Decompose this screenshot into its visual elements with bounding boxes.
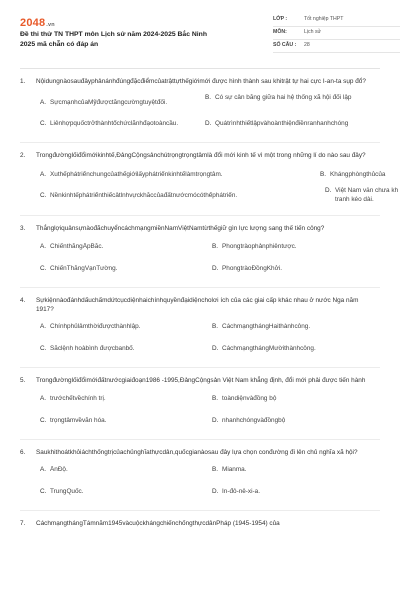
option-text: TrungQuốc. — [50, 488, 84, 496]
meta-class-label: LỚP : — [273, 16, 288, 23]
question-7 — [20, 520, 400, 529]
option-text: Việt Nam vẫn chưa kh tranh kéo dài. — [335, 187, 399, 203]
option-letter: B. — [212, 242, 219, 250]
question-text: Saukhithoátkhỏiáchthốngtrịcủachủnghĩathựcdân,quốcgianàosau đây lựa chọn conđường đi lên chủ nghĩa xã hội? — [36, 448, 358, 456]
question-divider — [20, 287, 380, 288]
option-a[interactable] — [40, 243, 205, 252]
question-text: ThắnglợiquânsựnàođãchuyểncáchmạngmiềnNamViệtNamtừthếgiữ gìn lực lượng sang thế tiến công? — [36, 225, 325, 233]
question-2 — [20, 152, 400, 217]
option-text: Sắclệnh hoàbình đượcbanbố. — [50, 345, 135, 353]
option-b[interactable] — [212, 323, 377, 332]
question-divider — [20, 215, 380, 216]
option-letter: A. — [40, 242, 47, 250]
option-text: In-đô-nê-xi-a. — [222, 488, 261, 496]
question-text: Trongđườnglốiđổimớikinhtế,ĐảngCộngsảnchútrọngtrọngtâmlà đổi mới kinh tế vì một trong những lí do nào sau đây? — [36, 151, 366, 159]
option-letter: B. — [205, 93, 212, 101]
option-c[interactable] — [40, 488, 205, 497]
option-b[interactable] — [212, 466, 377, 475]
question-divider — [20, 142, 380, 143]
option-text: CáchmạngthángHaithànhcông. — [222, 323, 311, 331]
question-text: CáchmạngthángTámnăm1945vàcuộckhángchiếnchốngthựcdânPháp (1945-1954) của — [36, 520, 280, 528]
option-c[interactable] — [40, 265, 205, 274]
option-letter: B. — [212, 466, 219, 474]
option-letter: A. — [40, 466, 47, 474]
option-b[interactable] — [205, 94, 385, 103]
option-text: ChiếnthắngẤpBắc. — [50, 242, 104, 250]
question-number: 4. — [20, 296, 26, 304]
logo-text: 2048 — [20, 17, 46, 29]
option-text: CáchmạngthángMườithànhcông. — [222, 345, 316, 353]
option-text: Khángphòngthủcủa — [330, 171, 386, 179]
question-6 — [20, 449, 400, 512]
page-title — [20, 30, 250, 50]
option-letter: B. — [212, 323, 219, 331]
option-c[interactable] — [40, 120, 205, 129]
logo-suffix: .vn — [46, 22, 55, 28]
option-letter: D. — [205, 119, 212, 127]
option-text: ChiếnThắngVạnTường. — [50, 264, 118, 272]
option-d[interactable] — [212, 417, 377, 426]
question-list — [20, 78, 400, 529]
option-a[interactable] — [40, 323, 205, 332]
option-letter: B. — [212, 394, 219, 402]
meta-subject-label: MÔN: — [273, 29, 287, 36]
question-4 — [20, 297, 400, 368]
meta-count-row — [273, 40, 400, 53]
title-line-2: 2025 mã chẵn có đáp án — [20, 40, 99, 48]
title-line-1: Đề thi thử TN THPT môn Lịch sử năm 2024-2025 Bắc Ninh — [20, 31, 207, 38]
question-number: 5. — [20, 377, 26, 385]
exam-header — [20, 14, 380, 62]
option-c[interactable] — [40, 417, 205, 426]
option-text: Có sự cân bằng giữa hai hệ thống xã hội đối lập — [215, 93, 352, 101]
option-text: nhanhchóngvàđồngbộ — [222, 416, 286, 424]
question-5 — [20, 377, 400, 440]
option-a[interactable] — [40, 99, 205, 108]
option-letter: D. — [212, 345, 219, 353]
option-group — [40, 243, 400, 273]
option-letter: D. — [212, 416, 219, 424]
option-letter: A. — [40, 323, 47, 331]
option-text: toàndiệnvàđồng bộ — [222, 394, 277, 402]
option-letter: D. — [325, 187, 332, 195]
option-letter: A. — [40, 394, 47, 402]
option-text: trướchếtvềchính trị. — [50, 394, 106, 402]
exam-meta — [273, 14, 400, 53]
option-letter: D. — [212, 488, 219, 496]
meta-count-value: 28 — [304, 42, 310, 49]
option-text: trọngtâmvềvăn hóa. — [50, 416, 107, 424]
option-text: Liênhợpquốctrởthànhtổchứclãnhđạotoàncầu. — [50, 119, 179, 127]
question-number: 3. — [20, 225, 26, 233]
meta-class-value: Tốt nghiệp THPT — [304, 16, 344, 23]
question-number: 1. — [20, 78, 26, 85]
option-b[interactable] — [212, 243, 377, 252]
option-text: Phongtràophảnphiêntược. — [222, 242, 297, 250]
option-letter: A. — [40, 171, 47, 179]
option-a[interactable] — [40, 395, 205, 404]
option-group — [40, 93, 400, 130]
option-d[interactable] — [205, 120, 395, 129]
option-group — [40, 466, 400, 496]
option-letter: C. — [40, 264, 47, 272]
option-text: Chínhphủlâmthờiđượcthànhlập. — [50, 323, 141, 331]
option-letter: A. — [40, 98, 47, 106]
option-a[interactable] — [40, 171, 305, 180]
option-c[interactable] — [40, 192, 325, 201]
question-number: 2. — [20, 151, 26, 159]
option-d[interactable] — [325, 187, 400, 204]
meta-class-row — [273, 14, 400, 27]
option-d[interactable] — [212, 345, 377, 354]
option-group — [40, 323, 400, 353]
option-text: Xuthếphátriểnchungcủathếgiớilấyphátriểnkinhtếlàmtrọngtâm. — [50, 171, 223, 179]
meta-subject-row — [273, 27, 400, 40]
question-text: Nộidungnàosauđâyphảnánhđúngđặcđiểmcủatrậttựthếgiớimới được hình thành sau khitrật tự hai cực I-an-ta sụp đổ? — [36, 78, 366, 85]
option-text: ẤnĐộ. — [50, 466, 68, 474]
option-text: Quátrìnhthiếtlậpvàhoànthiệnđiềnranhanhchóng — [215, 119, 349, 127]
question-3 — [20, 225, 400, 288]
option-text: Mianma. — [222, 466, 247, 474]
option-d[interactable] — [212, 265, 377, 274]
question-divider — [20, 510, 380, 511]
question-divider — [20, 439, 380, 440]
option-letter: C. — [40, 488, 47, 496]
meta-subject-value: Lịch sử — [304, 29, 322, 36]
option-letter: C. — [40, 345, 47, 353]
option-group — [40, 395, 400, 425]
option-letter: C. — [40, 192, 47, 200]
meta-count-label: SỐ CÂU : — [273, 42, 297, 49]
question-number: 6. — [20, 448, 26, 456]
option-b[interactable] — [212, 395, 377, 404]
option-group — [40, 169, 400, 203]
option-b[interactable] — [320, 171, 400, 180]
option-c[interactable] — [40, 345, 205, 354]
option-letter: B. — [320, 171, 327, 179]
option-letter: D. — [212, 264, 219, 272]
option-d[interactable] — [212, 488, 377, 497]
option-text: SựcmạnhcủaMỹđượctăngcườngtuyệtđối. — [50, 98, 168, 106]
site-logo[interactable] — [20, 16, 55, 31]
option-letter: C. — [40, 416, 47, 424]
header-divider — [20, 68, 380, 69]
option-a[interactable] — [40, 466, 205, 475]
option-letter: C. — [40, 119, 47, 127]
option-text: PhongtràoĐồngKhởi. — [222, 264, 282, 272]
option-text: Nềnkinhtếphátriểnthiếcâtlnhvựckhắccủađấtnướcmócóthểphátriển. — [50, 192, 238, 200]
question-text: Trongđườnglốiđổimớiđấtnướcgiaiđoạn1986 -1995,ĐảngCộngsản Việt Nam khẳng định, đổi mới phải được tiến hành — [36, 377, 366, 385]
question-1 — [20, 78, 400, 143]
question-text: Sựkiệnnàođánhdấuchấmdứtcụcdiệnhaichínhquyềnđạidiệncholơi ích của các giai cấp khác nhau ở nước Nga năm 1917? — [36, 296, 359, 313]
question-divider — [20, 367, 380, 368]
question-number: 7. — [20, 520, 26, 528]
